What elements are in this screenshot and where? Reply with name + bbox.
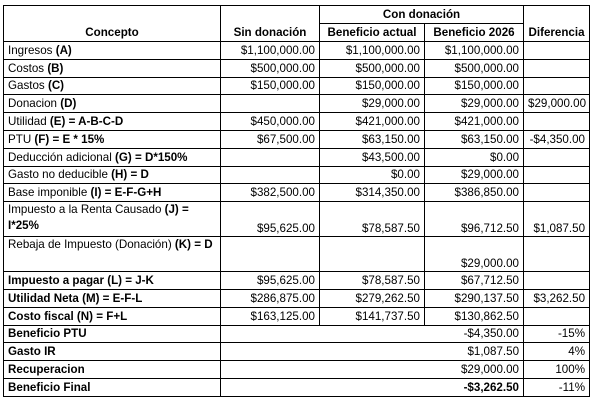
table-row: [4, 113, 590, 131]
row-concept-label: [4, 130, 221, 148]
cell-diferencia: $29,000.00: [524, 95, 590, 113]
row-concept-label: [4, 237, 221, 272]
row-concept-formula: (E) = A-B-C-D: [49, 115, 124, 129]
cell-diferencia: [524, 42, 590, 60]
header-row-top: [4, 6, 590, 24]
cell-sin-donacion: [221, 95, 320, 113]
cell-beneficio-2026: $0.00: [425, 148, 524, 166]
row-concept-text: Ingresos: [8, 43, 56, 57]
cell-beneficio-actual: $314,350.00: [320, 184, 425, 202]
cell-beneficio-actual: $141,737.50: [320, 307, 425, 325]
row-concept-label: [4, 202, 221, 237]
row-concept-text: Utilidad: [8, 115, 50, 129]
table-row: [4, 42, 590, 60]
cell-beneficio-actual: $279,262.50: [320, 289, 425, 307]
cell-diferencia: [524, 113, 590, 131]
cell-sin-donacion: $95,625.00: [221, 272, 320, 290]
cell-sin-donacion: $450,000.00: [221, 113, 320, 131]
tax-comparison-table: [3, 5, 590, 397]
cell-beneficio-2026: $290,137.50: [425, 289, 524, 307]
cell-beneficio-2026: $29,000.00: [425, 237, 524, 272]
row-concept-label: [4, 42, 221, 60]
summary-percent: 4%: [524, 343, 590, 361]
row-concept-label: [4, 272, 221, 290]
cell-diferencia: -$4,350.00: [524, 130, 590, 148]
row-concept-formula: (I) = E-F-G+H: [90, 186, 162, 200]
row-concept-label: [4, 95, 221, 113]
cell-sin-donacion: $382,500.00: [221, 184, 320, 202]
summary-label: Beneficio PTU: [4, 325, 221, 343]
cell-diferencia: [524, 237, 590, 272]
cell-diferencia: [524, 166, 590, 184]
row-concept-text: Donacion: [8, 97, 61, 111]
table-row: [4, 272, 590, 290]
row-concept-label: [4, 307, 221, 325]
row-concept-formula: (G) = D*150%: [115, 150, 188, 164]
cell-sin-donacion: $150,000.00: [221, 77, 320, 95]
table-row: [4, 202, 590, 237]
cell-beneficio-2026: $386,850.00: [425, 184, 524, 202]
row-concept-label: [4, 113, 221, 131]
summary-percent: 100%: [524, 361, 590, 379]
cell-beneficio-actual: $78,587.50: [320, 202, 425, 237]
cell-beneficio-actual: $500,000.00: [320, 59, 425, 77]
cell-beneficio-2026: $150,000.00: [425, 77, 524, 95]
summary-row: [4, 378, 590, 396]
row-concept-text: PTU: [8, 132, 35, 146]
cell-diferencia: [524, 59, 590, 77]
cell-sin-donacion: $286,875.00: [221, 289, 320, 307]
row-concept-formula: Utilidad Neta (M) = E-F-L: [8, 291, 143, 305]
header-concepto: Concepto: [4, 24, 221, 42]
summary-row: [4, 325, 590, 343]
summary-value: -$3,262.50: [221, 378, 524, 396]
summary-value: -$4,350.00: [221, 325, 524, 343]
cell-beneficio-actual: $1,100,000.00: [320, 42, 425, 60]
row-concept-text: Impuesto a la Renta Causado: [8, 203, 165, 217]
cell-beneficio-2026: $421,000.00: [425, 113, 524, 131]
cell-beneficio-actual: $150,000.00: [320, 77, 425, 95]
cell-diferencia: $1,087.50: [524, 202, 590, 237]
cell-beneficio-2026: $29,000.00: [425, 95, 524, 113]
row-concept-formula: Costo fiscal (N) = F+L: [8, 309, 128, 323]
summary-label: Beneficio Final: [4, 378, 221, 396]
header-sin-donacion: Sin donación: [221, 24, 320, 42]
cell-sin-donacion: $67,500.00: [221, 130, 320, 148]
table-row: [4, 307, 590, 325]
cell-beneficio-2026: $130,862.50: [425, 307, 524, 325]
header-con-donacion: Con donación: [320, 6, 524, 24]
row-concept-text: Gasto no deducible: [8, 168, 112, 182]
cell-beneficio-2026: $67,712.50: [425, 272, 524, 290]
header-blank-dif: [524, 6, 590, 24]
summary-percent: -11%: [524, 378, 590, 396]
row-concept-label: [4, 148, 221, 166]
row-concept-text: Gastos: [8, 79, 48, 93]
cell-sin-donacion: $163,125.00: [221, 307, 320, 325]
cell-beneficio-actual: [320, 237, 425, 272]
row-concept-formula: Impuesto a pagar (L) = J-K: [8, 274, 154, 288]
header-beneficio-actual: Beneficio actual: [320, 24, 425, 42]
row-concept-label: [4, 289, 221, 307]
cell-beneficio-2026: $500,000.00: [425, 59, 524, 77]
row-concept-text: Deducción adicional: [8, 150, 115, 164]
table-row: [4, 77, 590, 95]
cell-sin-donacion: $1,100,000.00: [221, 42, 320, 60]
cell-diferencia: [524, 272, 590, 290]
cell-beneficio-2026: $63,150.00: [425, 130, 524, 148]
table-row: [4, 237, 590, 272]
summary-value: $1,087.50: [221, 343, 524, 361]
summary-label: Gasto IR: [4, 343, 221, 361]
cell-beneficio-actual: $421,000.00: [320, 113, 425, 131]
cell-sin-donacion: [221, 148, 320, 166]
table-row: [4, 148, 590, 166]
summary-label: Recuperacion: [4, 361, 221, 379]
header-blank-concepto: [4, 6, 221, 24]
cell-beneficio-2026: $96,712.50: [425, 202, 524, 237]
cell-sin-donacion: [221, 166, 320, 184]
summary-percent: -15%: [524, 325, 590, 343]
row-concept-formula: (J) = I*25%: [8, 203, 189, 233]
cell-beneficio-actual: $63,150.00: [320, 130, 425, 148]
row-concept-formula: (B): [47, 61, 64, 75]
cell-diferencia: [524, 148, 590, 166]
cell-beneficio-actual: $78,587.50: [320, 272, 425, 290]
row-concept-text: Base imponible: [8, 186, 91, 200]
header-diferencia: Diferencia: [524, 24, 590, 42]
table-row: [4, 289, 590, 307]
summary-body: [4, 325, 590, 396]
table-row: [4, 59, 590, 77]
cell-sin-donacion: [221, 237, 320, 272]
table-row: [4, 166, 590, 184]
row-concept-label: [4, 77, 221, 95]
row-concept-formula: (H) = D: [111, 168, 149, 182]
cell-beneficio-actual: $0.00: [320, 166, 425, 184]
summary-row: [4, 361, 590, 379]
cell-beneficio-actual: $29,000.00: [320, 95, 425, 113]
row-concept-formula: (K) = D: [174, 238, 213, 252]
row-concept-formula: (C): [47, 79, 65, 93]
cell-diferencia: $3,262.50: [524, 289, 590, 307]
row-concept-formula: (F) = E * 15%: [34, 132, 105, 146]
row-concept-text: Rebaja de Impuesto (Donación): [8, 238, 175, 252]
table-row: [4, 130, 590, 148]
table-row: [4, 184, 590, 202]
row-concept-label: [4, 166, 221, 184]
header-row: [4, 24, 590, 42]
cell-diferencia: [524, 307, 590, 325]
summary-value: $29,000.00: [221, 361, 524, 379]
table-body: [4, 42, 590, 326]
cell-beneficio-2026: $1,100,000.00: [425, 42, 524, 60]
row-concept-label: [4, 59, 221, 77]
cell-sin-donacion: $500,000.00: [221, 59, 320, 77]
header-beneficio-2026: Beneficio 2026: [425, 24, 524, 42]
cell-diferencia: [524, 184, 590, 202]
row-concept-formula: (D): [60, 97, 77, 111]
cell-diferencia: [524, 77, 590, 95]
row-concept-label: [4, 184, 221, 202]
row-concept-formula: (A): [55, 43, 72, 57]
summary-row: [4, 343, 590, 361]
cell-beneficio-2026: $29,000.00: [425, 166, 524, 184]
header-blank-sin: [221, 6, 320, 24]
cell-sin-donacion: $95,625.00: [221, 202, 320, 237]
cell-beneficio-actual: $43,500.00: [320, 148, 425, 166]
table-row: [4, 95, 590, 113]
row-concept-text: Costos: [8, 61, 48, 75]
